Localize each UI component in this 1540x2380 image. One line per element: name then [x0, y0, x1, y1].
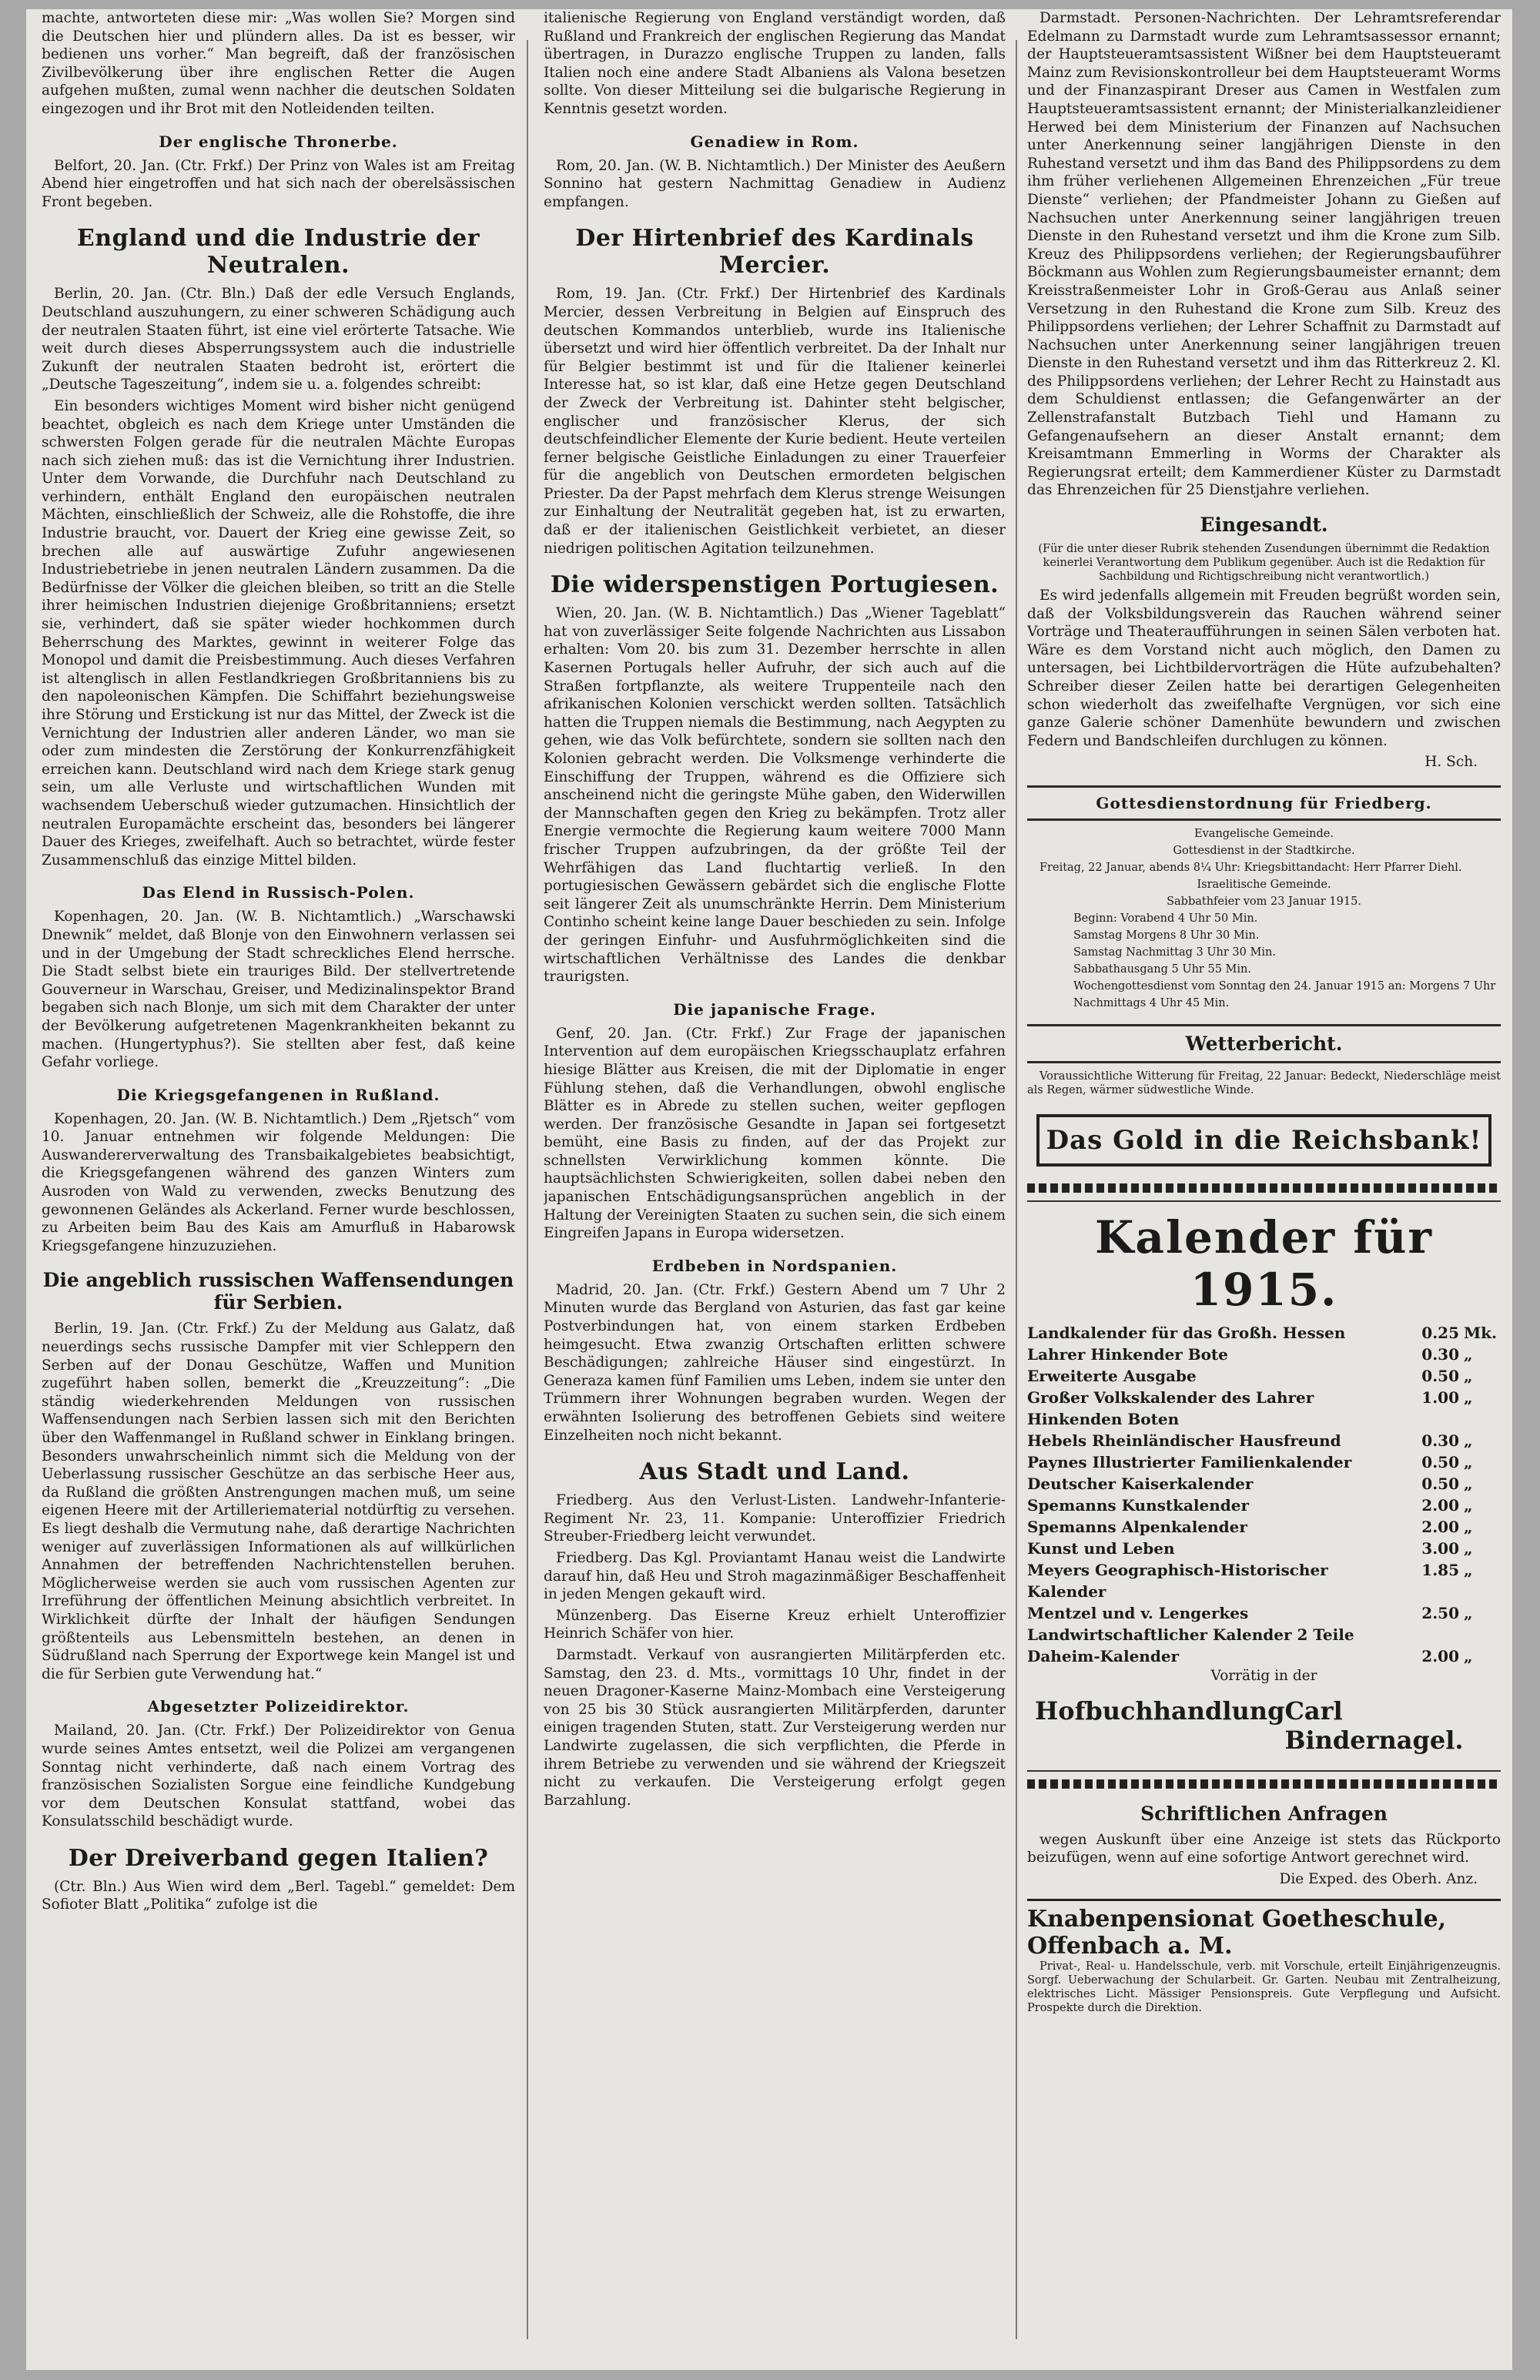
service-line: Freitag, 22 Januar, abends 8¼ Uhr: Kriegsbittandacht: Herr Pfarrer Diehl. — [1040, 861, 1462, 874]
calendar-name: Kunst und Leben — [1027, 1538, 1175, 1558]
calendar-price: 2.00 — [1421, 1646, 1459, 1665]
school-ad-title: Knabenpensionat Goetheschule, Offenbach a. M. — [1027, 1899, 1501, 1960]
calendar-price: 2.00 — [1421, 1495, 1459, 1515]
headline-dreiverband: Der Dreiverband gegen Italien? — [68, 1844, 489, 1872]
calendar-price: 3.00 — [1421, 1538, 1459, 1558]
headline-anfragen: Schriftlichen Anfragen — [1140, 1802, 1388, 1825]
calendar-price-list — [1027, 1322, 1501, 1667]
calendar-price: 2.50 — [1421, 1603, 1459, 1622]
calendar-price-row — [1027, 1495, 1501, 1516]
calendar-name: Landkalender für das Großh. Hessen — [1027, 1323, 1346, 1342]
calendar-unit: „ — [1464, 1344, 1473, 1364]
headline-gottesdienst: Gottesdienstordnung für Friedberg. — [1027, 785, 1501, 821]
newspaper-page — [26, 9, 1512, 2370]
calendar-unit: „ — [1464, 1646, 1473, 1665]
article-continuation: machte, antworteten diese mir: „Was wollen Sie? Morgen sind die Deutschen hier und plündern alles. Da ist es besser, wir bedienen uns vorher.“ Man begreift, daß der französischen Zivilbevölkerung über ihre englischen Retter die Augen aufgehen mußten, zumal wenn nachher die deutschen Soldaten eingezogen und ihr Brot mit den Notleidenden teilten. — [42, 10, 515, 117]
calendar-unit: „ — [1464, 1474, 1473, 1493]
personal-news: Darmstadt. Personen-Nachrichten. Der Lehramtsreferendar Edelmann zu Darmstadt wurde zum Lehramtsassessor ernannt; der Hauptsteueramtsassistent Wißner bei dem Hauptsteueramt Mainz zum Revisionskontrolleur bei dem Hauptsteueramt Worms und der Finanzaspirant Dreser aus Camen in Westfalen zum Hauptsteueramtsassistent ernannt; der Ministerialkanzleidiener Herwed bei dem Ministerium der Finanzen auf Nachsuchen unter Anerkennung seiner langjährigen Dienste in den Ruhestand versetzt und ihm das Band des Philippsordens zu dem ihm früher verliehenen Allgemeinen Ehrenzeichen „Für treue Dienste“ verliehen; der Pfandmeister Johann zu Gießen auf Nachsuchen unter Anerkennung seiner langjährigen treuen Dienste in den Ruhestand versetzt und ihm die Krone zum Silb. Kreuz des Philippsordens verliehen; der Regierungsbauführer Böckmann aus Wohlen zum Regierungsbaumeister ernannt; dem Kreisstraßenmeister Lohr in Groß-Gerau aus Anlaß seiner Versetzung in den Ruhestand die Krone zum Silb. Kreuz des Philippsordens verliehen; der Lehrer Schaffnit zu Darmstadt auf Nachsuchen unter Anerkennung seiner langjährigen treuen Dienste in den Ruhestand versetzt und ihm das Ritterkreuz 2. Kl. des Philippsordens verliehen; der Lehrer Recht zu Hainstadt aus dem Schuldienst entlassen; die Gefangenwärter an der Zellenstrafanstalt Butzbach Tiehl und Hamann zu Gefangenaufsehern an dieser Anstalt ernannt; dem Kreisamtmann Emmerling in Worms der Charakter als Regierungsrat erteilt; dem Kammerdiener Küster zu Darmstadt das Ehrenzeichen für 25 Dienstjahre verliehen. — [1027, 10, 1501, 499]
service-line: Wochengottesdienst vom Sonntag den 24. Januar 1915 an: Morgens 7 Uhr — [1073, 979, 1496, 993]
calendar-price: 0.50 — [1421, 1452, 1459, 1471]
calendar-price-row — [1027, 1516, 1501, 1538]
calendar-ad-title: Kalender für 1915. — [1095, 1210, 1433, 1316]
calendar-price: 0.25 — [1421, 1323, 1459, 1342]
calendar-price-row — [1027, 1538, 1501, 1559]
calendar-name: Hebels Rheinländischer Hausfreund — [1027, 1431, 1341, 1450]
calendar-price-row — [1027, 1387, 1501, 1430]
store-name — [1035, 1696, 1493, 1755]
calendar-price-row — [1027, 1602, 1501, 1645]
calendar-unit: „ — [1464, 1452, 1473, 1471]
calendar-price-row — [1027, 1430, 1501, 1451]
divider-dotted — [1027, 1779, 1501, 1789]
letter-body: Es wird jedenfalls allgemein mit Freuden begrüßt worden sein, daß der Volksbildungsverein das Rauchen während seiner Vorträge und Theateraufführungen in seinen Sälen verboten hat. Wäre es dem Vorstand nicht auch möglich, den Damen zu untersagen, bei Lichtbildervorträgen die Hüte aufzubehalten? Schreiber dieser Zeilen hatte bei derartigen Gelegenheiten schon wiederholt das zweifelhafte Vergnügen, vor sich eine ganze Galerie schöner Damenhüte bewundern und zwischen Federn und Bandschleifen durchlugen zu können. — [1027, 587, 1501, 749]
article-body: Kopenhagen, 20. Jan. (W. B. Nichtamtlich.) Dem „Rjetsch“ vom 10. Januar entnehmen wir folgende Meldungen: Die Auswandererverwaltung des Transbaikalgebietes beabsichtigt, die Kriegsgefangenen während des ganzen Winters zum Ausroden von Wald zu verwenden, zwecks Benutzung des gewonnenen Geländes als Ackerland. Ferner wurde beschlossen, zu Arbeiten beim Bau des Kais am Amurfluß in Habarowsk Kriegsgefangene hinzuzuziehen. — [42, 1110, 515, 1254]
service-heading: Gottesdienst in der Stadtkirche. — [1173, 844, 1355, 857]
local-news-item: Darmstadt. Verkauf von ausrangierten Militärpferden etc. Samstag, den 23. d. Mts., vormittags 10 Uhr, findet in der neuen Dragoner-Kaserne Mainz-Mombach eine Versteigerung von 25 bis 30 Stück ausrangierten Militärpferden, darunter einigen tragenden Stuten, statt. Zur Versteigerung werden nur Landwirte zugelassen, die sich verpflichten, die Pferde in ihrem Betriebe zu verwenden und sie während der Kriegszeit nicht zu verkaufen. Die Versteigerung erfolgt gegen Barzahlung. — [544, 1646, 1006, 1809]
headline-waffensendungen: Die angeblich russischen Waffensendungen für Serbien. — [42, 1269, 514, 1314]
calendar-unit: „ — [1464, 1517, 1473, 1536]
service-line: Nachmittags 4 Uhr 45 Min. — [1073, 996, 1230, 1009]
notice-body: wegen Auskunft über eine Anzeige ist stets das Rückporto beizufügen, wenn auf eine sofortige Antwort gerechnet wird. — [1027, 1831, 1501, 1866]
calendar-unit: „ — [1464, 1603, 1473, 1622]
gold-reichsbank-banner: Das Gold in die Reichsbank! — [1036, 1114, 1491, 1167]
service-line: Samstag Nachmittag 3 Uhr 30 Min. — [1073, 946, 1276, 959]
article-body: Berlin, 19. Jan. (Ctr. Frkf.) Zu der Meldung aus Galatz, daß neuerdings sechs russische Dampfer mit vier Schleppern den Serben auf der Donau Geschütze, Waffen und Munition zugeführt haben sollen, bemerkt die „Kreuzzeitung“: „Die ständig wiederkehrenden Meldungen von russischen Waffensendungen nach Serbien lassen sich mit den Berichten über den Waffenmangel in Rußland schwer in Einklang bringen. Besonders unwahrscheinlich nimmt sich die Meldung von der Ueberlassung russischer Geschütze an das serbische Heer aus, da Rußland die größten Anstrengungen machen muß, um seine eigenen Heere mit der Artilleriematerial notdürftig zu versehen. Es liegt deshalb die Vermutung nahe, daß derartige Nachrichten weniger auf zuverlässigen Informationen als auf willkürlichen Annahmen der betreffenden Nachrichtenstellen beruhen. Möglicherweise werden sie auch vom russischen Agenten zur Irreführung der öffentlichen Meinung absichtlich verbreitet. In Wirklichkeit dürfte der Inhalt der häufigen Sendungen größtenteils aus Lebensmitteln bestehen, an denen in Südrußland nach Sperrung der Exportwege kein Mangel ist und die für Serbien gute Verwendung hat.“ — [42, 1321, 515, 1682]
article-body: Rom, 20. Jan. (W. B. Nichtamtlich.) Der Minister des Aeußern Sonnino hat gestern Nachmittag Genadiew in Audienz empfangen. — [544, 157, 1006, 210]
service-line: Beginn: Vorabend 4 Uhr 50 Min. — [1073, 912, 1258, 925]
headline-thronerbe: Der englische Thronerbe. — [159, 132, 398, 151]
headline-genadiew: Genadiew in Rom. — [690, 132, 859, 151]
article-body: (Ctr. Bln.) Aus Wien wird dem „Berl. Tagebl.“ gemeldet: Dem Sofioter Blatt „Politika“ zufolge ist die — [42, 1878, 515, 1913]
headline-japanische-frage: Die japanische Frage. — [673, 999, 876, 1019]
article-body: Belfort, 20. Jan. (Ctr. Frkf.) Der Prinz von Wales ist am Freitag Abend hier eingetroffen und hat sich nach der oberelsässischen Front begeben. — [42, 157, 515, 210]
calendar-name: Paynes Illustrierter Familienkalender — [1027, 1452, 1352, 1471]
calendar-name: Großer Volkskalender des Lahrer Hinkenden Boten — [1027, 1387, 1314, 1428]
calendar-advertisement — [1027, 1200, 1501, 1772]
service-heading: Israelitische Gemeinde. — [1197, 878, 1331, 891]
column-2 — [544, 9, 1006, 2370]
service-line: Sabbathausgang 5 Uhr 55 Min. — [1073, 962, 1251, 976]
service-heading: Sabbathfeier vom 23 Januar 1915. — [1167, 895, 1361, 908]
calendar-price: 0.50 — [1421, 1366, 1459, 1385]
article-body: Ein besonders wichtiges Moment wird bisher nicht genügend beachtet, obgleich es nach dem Kriege unter Umständen die schwersten Folgen gerade für die neutralen Mächte Europas nach sich ziehen muß: das ist die Vernichtung ihrer Industrien. Unter dem Vorwande, die Durchfuhr nach Deutschland zu verhindern, enthält England den europäischen neutralen Mächten, einschließlich der Schweiz, alle die Rohstoffe, die ihre Industrie braucht, vor. Dauert der Krieg eine gewisse Zeit, so brechen alle auf auswärtige Zufuhr angewiesenen Industriebetriebe in jenen neutralen Ländern zusammen. Da die Bedürfnisse der Völker die gleichen bleiben, so tritt an die Stelle ihrer heimischen Industrien diejenige Großbritanniens; ersetzt sie, verhindert, daß sie später wieder hochkommen durch Beherrschung des Marktes, gewinnt in weiterer Folge das Monopol und damit die Preisbestimmung. Auch dieses Verfahren ist altenglisch in allen Festlandkriegen Großbritanniens bis zu den napoleonischen Kämpfen. Die Schiffahrt beziehungsweise ihre Störung und Erstickung ist nur das Mittel, der Zweck ist die Vernichtung der Industrien aller anderen Länder, wo man sie oder zum mindesten die Zerstörung der Konkurrenzfähigkeit erreichen kann. Deutschland wird nach dem Kriege stark genug sein, um alle Verluste und wirtschaftlichen Wunden mit wachsendem Ueberschuß wieder gutzumachen. Hinsichtlich der neutralen Europamächte erscheint das, besonders bei längerer Dauer des Krieges, zweifelhaft. Auch so betrachtet, würde fester Zusammenschluß das einzige Mittel bilden. — [42, 397, 515, 869]
calendar-name: Mentzel und v. Lengerkes Landwirtschaftlicher Kalender 2 Teile — [1027, 1603, 1354, 1644]
column-divider — [527, 40, 528, 2339]
store-name-left: Hofbuchhandlung — [1035, 1695, 1285, 1726]
calendar-name: Spemanns Kunstkalender — [1027, 1495, 1250, 1515]
calendar-price-row — [1027, 1473, 1501, 1495]
calendar-unit: „ — [1464, 1387, 1473, 1407]
editorial-disclaimer: (Für die unter dieser Rubrik stehenden Zusendungen übernimmt die Redaktion keinerlei Verantwortung dem Publikum gegenüber. Auch ist die Redaktion für Sachbildung und Richtigschreibung nicht verantwortlich.) — [1038, 543, 1490, 584]
article-body: Kopenhagen, 20. Jan. (W. B. Nichtamtlich.) „Warschawski Dnewnik“ meldet, daß Blonje von den Einwohnern verlassen sei und in der Umgebung der Stadt schreckliches Elend herrsche. Die Stadt selbst biete ein trauriges Bild. Der stellvertretende Gouverneur in Warschau, Greiser, und Medizinalinspektor Brand begaben sich nach Blonje, um sich mit dem Charakter der unter der Bevölkerung aufgetretenen Magenkrankheiten bekannt zu machen. (Hungertyphus?). Sie stellten aber fest, daß keine Gefahr vorliege. — [42, 909, 515, 1071]
calendar-name: Deutscher Kaiserkalender — [1027, 1474, 1254, 1493]
local-news-item: Friedberg. Das Kgl. Proviantamt Hanau weist die Landwirte darauf hin, daß Heu und Stroh magazinmäßiger Beschaffenheit in jeden Mengen gekauft wird. — [544, 1549, 1006, 1603]
local-news-item: Münzenberg. Das Eiserne Kreuz erhielt Unteroffizier Heinrich Schäfer von hier. — [544, 1607, 1006, 1642]
calendar-price: 2.00 — [1421, 1517, 1459, 1536]
calendar-price: 1.00 — [1421, 1387, 1459, 1407]
calendar-ad-subtitle: Vorrätig in der — [1210, 1667, 1317, 1684]
headline-hirtenbrief: Der Hirtenbrief des Kardinals Mercier. — [575, 225, 974, 280]
service-line: Samstag Morgens 8 Uhr 30 Min. — [1073, 929, 1260, 942]
calendar-price-row — [1027, 1559, 1501, 1602]
article-continuation: italienische Regierung von England verständigt worden, daß Rußland und Frankreich der englischen Regierung das Mandat übertragen, in Durazzo englische Truppen zu landen, falls Italien noch eine andere Stadt Albaniens als Valona besetzen sollte. Von dieser Mitteilung sei die bulgarische Regierung in Kenntnis gesetzt worden. — [544, 10, 1006, 117]
column-1 — [42, 9, 515, 2370]
calendar-name: Daheim-Kalender — [1027, 1646, 1180, 1665]
calendar-price: 1.85 — [1421, 1560, 1459, 1579]
article-body: Genf, 20. Jan. (Ctr. Frkf.) Zur Frage der japanischen Intervention auf dem europäischen Kriegsschauplatz erfahren hiesige Blätter aus Kreisen, die mit der Diplomatie in enger Fühlung stehen, daß die Verhandlungen, obwohl englische Blätter es in Abrede zu stellen suchen, weiter gepflogen werden. Der französische Gesandte in Japan sei fortgesetzt bemüht, eine Basis zu finden, auf der das Projekt zur schnellsten Verwirklichung kommen könnte. Die hauptsächlichsten Schwierigkeiten, sollen dabei neben den japanischen Entschädigungsansprüchen angeblich in der Haltung der Vereinigten Staaten zu suchen sein, die sich einem Eingreifen Japans in Europa widersetzen. — [544, 1025, 1006, 1242]
calendar-name: Meyers Geographisch-Historischer Kalender — [1027, 1560, 1328, 1601]
calendar-unit: „ — [1464, 1431, 1473, 1450]
calendar-name: Spemanns Alpenkalender — [1027, 1517, 1247, 1536]
calendar-price: 0.30 — [1421, 1431, 1459, 1450]
calendar-name: Erweiterte Ausgabe — [1027, 1366, 1197, 1385]
headline-polizeidirektor: Abgesetzter Polizeidirektor. — [147, 1697, 410, 1716]
store-name-right: Carl Bindernagel. — [1284, 1695, 1464, 1755]
calendar-unit: „ — [1464, 1366, 1473, 1385]
article-body: Mailand, 20. Jan. (Ctr. Frkf.) Der Polizeidirektor von Genua wurde seines Amtes entsetzt, weil die Polizei am vergangenen Sonntag nicht verhinderte, daß nach einem Vortrag des französischen Sozialisten Sorgue eine feindliche Kundgebung vor dem Deutschen Konsulat stattfand, wobei das Konsulatsschild beschädigt wurde. — [42, 1722, 515, 1830]
weather-forecast: Voraussichtliche Witterung für Freitag, 22 Januar: Bedeckt, Niederschläge meist als Regen, wärmer südwestliche Winde. — [1027, 1069, 1501, 1096]
headline-stadt-und-land: Aus Stadt und Land. — [639, 1458, 910, 1486]
calendar-unit: „ — [1464, 1495, 1473, 1515]
headline-portugiesen: Die widerspenstigen Portugiesen. — [550, 571, 999, 599]
local-news-item: Friedberg. Aus den Verlust-Listen. Landwehr-Infanterie-Regiment Nr. 23, 11. Kompanie: Unteroffizier Friedrich Streuber-Friedberg leicht verwundet. — [544, 1492, 1006, 1545]
calendar-price-row — [1027, 1451, 1501, 1473]
divider-dotted — [1027, 1183, 1501, 1193]
calendar-unit: Mk. — [1464, 1323, 1497, 1342]
column-3 — [1027, 9, 1501, 2370]
calendar-price-row — [1027, 1645, 1501, 1667]
headline-eingesandt: Eingesandt. — [1200, 514, 1328, 537]
calendar-price-row — [1027, 1322, 1501, 1344]
calendar-price: 0.30 — [1421, 1344, 1459, 1364]
headline-wetterbericht: Wetterbericht. — [1027, 1024, 1501, 1063]
calendar-unit: „ — [1464, 1538, 1473, 1558]
article-body: Wien, 20. Jan. (W. B. Nichtamtlich.) Das „Wiener Tageblatt“ hat von zuverlässiger Seite folgende Nachrichten aus Lissabon erhalten: Vom 20. bis zum 31. Dezember herrschte in allen Kasernen Portugals heller Aufruhr, der sich auch auf die Straßen fortpflanzte, als weitere Truppenteile nach den afrikanischen Kolonien verschickt werden sollten. Tatsächlich hatten die Truppen niemals die Bestimmung, nach Aegypten zu gehen, wie das Volk befürchtete, sondern sie sollten nach den Kolonien gebracht werden. Die Volksmenge verhinderte die Einschiffung der Truppen, während es die Offiziere sich anscheinend nicht die geringste Mühe gaben, den Widerwillen der Mannschaften gegen den Krieg zu bekämpfen. Trotz aller Energie vermochte die Regierung kaum weitere 7000 Mann frischer Truppen aufzubringen, da der größte Teil der Wehrfähigen das Land fluchtartig verließ. In den portugiesischen Gewässern gebärdet sich die englische Flotte seit längerer Zeit als unumschränkte Herrin. Dem Ministerium Continho scheint keine lange Dauer beschieden zu sein. Infolge der geringen Einfuhr- und Ausfuhrmöglichkeiten sind die wirtschaftlichen Verhältnisse des Landes die denkbar traurigsten. — [544, 605, 1006, 986]
notice-signature: Die Exped. des Oberh. Anz. — [1279, 1870, 1478, 1887]
headline-erdbeben: Erdbeben in Nordspanien. — [651, 1256, 898, 1275]
calendar-unit: „ — [1464, 1560, 1473, 1579]
headline-russisch-polen: Das Elend in Russisch-Polen. — [142, 883, 415, 902]
article-body: Madrid, 20. Jan. (Ctr. Frkf.) Gestern Abend um 7 Uhr 2 Minuten wurde das Bergland von Asturien, das fast gar keine Postverbindungen hat, von einem starken Erdbeben heimgesucht. Etwa zwanzig Ortschaften erlitten schwere Beschädigungen; zahlreiche Häuser sind eingestürzt. In Generaza kamen fünf Familien ums Leben, indem sie unter den Trümmern ihrer Wohnungen begraben wurden. Wegen der erwähnten Isolierung des betroffenen Gebiets sind weitere Einzelheiten noch nicht bekannt. — [544, 1281, 1006, 1444]
calendar-price-row — [1027, 1365, 1501, 1387]
school-ad-body: Privat-, Real- u. Handelsschule, verb. mit Vorschule, erteilt Einjährigenzeugnis. Sorgf. Ueberwachung der Schularbeit. Gr. Garten. Neubau mit Zentralheizung, elektrisches Licht. Mässiger Pensionspreis. Gute Verpflegung und Aufsicht. Prospekte durch die Direktion. — [1027, 1960, 1501, 2015]
headline-kriegsgefangene: Die Kriegsgefangenen in Rußland. — [116, 1085, 440, 1104]
article-body: Rom, 19. Jan. (Ctr. Frkf.) Der Hirtenbrief des Kardinals Mercier, dessen Verbreitung in Belgien auf Einspruch des deutschen Kommandos unterblieb, wurde ins Italienische übersetzt und wird hier öffentlich verbreitet. Da der Inhalt nur für Belgier bestimmt ist und für die Italiener keinerlei Interesse hat, so ist klar, daß eine Hetze gegen Deutschland der Zweck der Verbreitung ist. Dahinter steht belgischer, englischer und französischer Klerus, der sich deutschfeindlicher Elemente der Kurie bedient. Heute verteilen ferner belgische Geistliche Einladungen zu einer Trauerfeier für die angeblich von Deutschen ermordeten belgischen Priester. Da der Papst mehrfach dem Klerus strenge Weisungen zur Einhaltung der Neutralität gegeben hat, ist zu erwarten, daß er der italienischen Geistlichkeit verbietet, an dieser niedrigen politischen Agitation teilzunehmen. — [544, 286, 1006, 557]
calendar-price-row — [1027, 1344, 1501, 1365]
calendar-price: 0.50 — [1421, 1474, 1459, 1493]
letter-signature: H. Sch. — [1424, 754, 1478, 771]
headline-england-industrie: England und die Industrie der Neutralen. — [76, 225, 480, 280]
column-divider — [1016, 40, 1017, 2339]
article-body: Berlin, 20. Jan. (Ctr. Bln.) Daß der edle Versuch Englands, Deutschland auszuhungern, zu einer schweren Schädigung auch der neutralen Staaten führt, ist eine viel erörterte Tatsache. Wie weit durch dieses Absperrungssystem auch die industrielle Zukunft der neutralen Staaten bedroht ist, erörtert die „Deutsche Tageszeitung“, indem sie u. a. folgendes schreibt: — [42, 286, 515, 393]
calendar-name: Lahrer Hinkender Bote — [1027, 1344, 1228, 1364]
service-heading: Evangelische Gemeinde. — [1194, 827, 1334, 840]
